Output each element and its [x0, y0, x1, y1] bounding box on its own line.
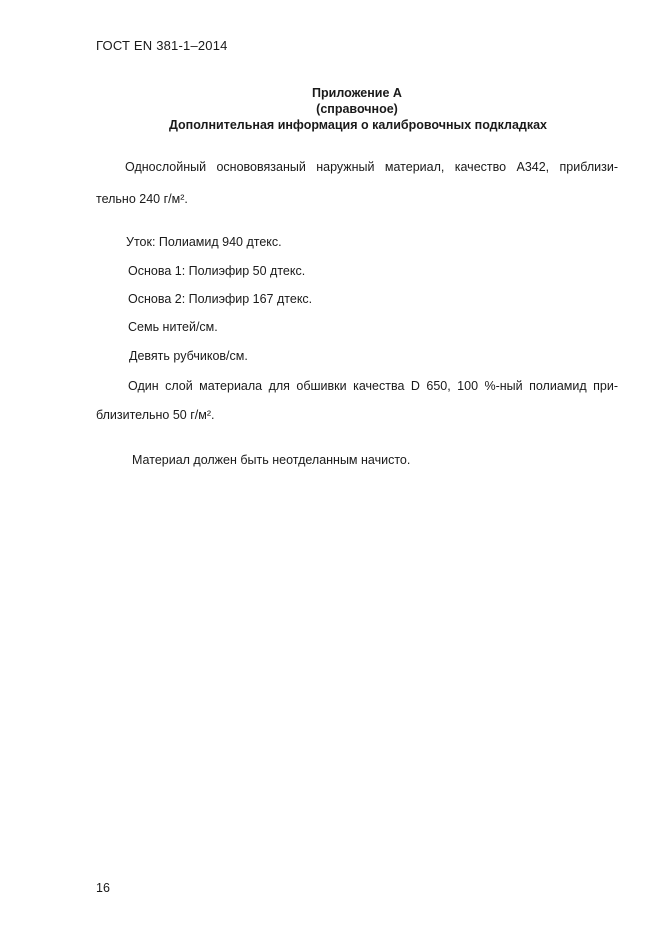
ribs-line: Девять рубчиков/см.: [129, 349, 248, 363]
appendix-kind: (справочное): [316, 102, 398, 116]
threads-line: Семь нитей/см.: [128, 320, 218, 334]
appendix-heading: Дополнительная информация о калибровочных подкладках: [168, 118, 548, 132]
weft-line: Уток: Полиамид 940 дтекс.: [126, 235, 282, 249]
paragraph-2-line-1: Один слой материала для обшивки качества D 650, 100 %-ный полиамид при-: [128, 379, 618, 393]
paragraph-2-line-2: близительно 50 г/м².: [96, 408, 215, 422]
warp-2-line: Основа 2: Полиэфир 167 дтекс.: [128, 292, 313, 306]
finishing-note: Материал должен быть неотделанным начисто.: [132, 453, 411, 467]
appendix-title: Приложение А: [312, 86, 402, 100]
page-number: 16: [96, 881, 110, 895]
appendix-title-block: [0, 85, 662, 133]
warp-1-line: Основа 1: Полиэфир 50 дтекс.: [128, 264, 306, 278]
document-code-header: ГОСТ EN 381-1–2014: [96, 38, 228, 53]
paragraph-1-line-2: тельно 240 г/м².: [96, 192, 188, 206]
paragraph-1-line-1: Однослойный основовязаный наружный материал, качество А342, приблизи-: [125, 160, 618, 174]
